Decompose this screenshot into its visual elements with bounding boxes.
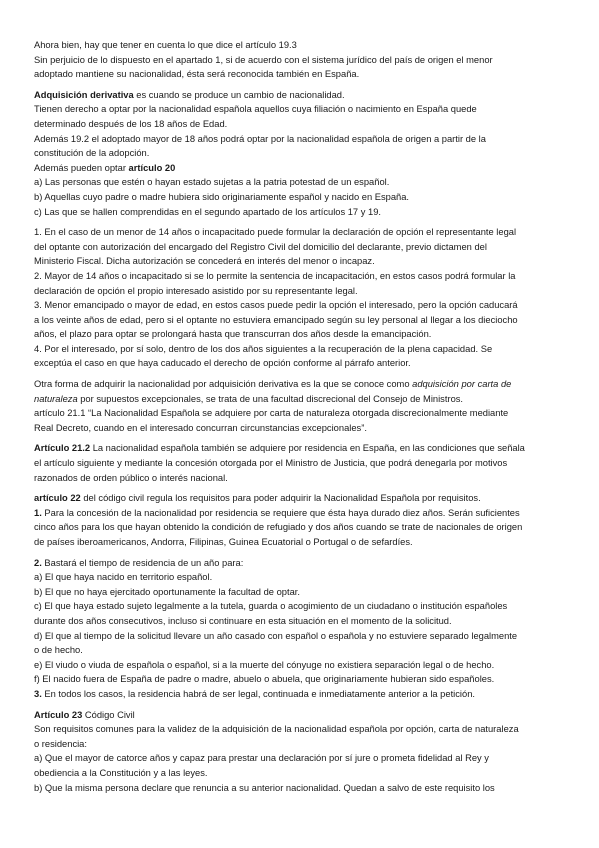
text-line: razonados de orden público o interés nacional. [34, 472, 228, 483]
intro-paragraph [34, 38, 565, 82]
text-line: Otra forma de adquirir la nacionalidad por adquisición derivativa es la que se conoce como adquisición por carta de [34, 379, 512, 390]
list-item: c) Las que se hallen comprendidas en el segundo apartado de los artículos 17 y 19. [34, 206, 381, 217]
text-line: de países iberoamericanos, Andorra, Filipinas, Guinea Ecuatorial o Portugal o de sefardíes. [34, 537, 413, 547]
text-line: 3. Menor emancipado o mayor de edad, en estos casos puede pedir la opción el interesado, pero la opción caducará [34, 300, 518, 311]
text-line: años, el plazo para optar se prolongará hasta que transcurran dos años desde la emancipación. [34, 329, 432, 340]
text-line: 2. Mayor de 14 años o incapacitado si se lo permite la sentencia de incapacitación, en estos casos podrá formular la [34, 270, 516, 281]
text-line: exceptúa el caso en que haya caducado el derecho de opción conforme al párrafo anterior. [34, 358, 411, 369]
list-item: d) El que al tiempo de la solicitud llevare un año casado con español o española y no estuviere separado legalmente [34, 630, 518, 641]
text-line: durante dos años consecutivos, incluso si continuare en esta situación en el momento de la solicitud. [34, 615, 452, 626]
text-line: 1. Para la concesión de la nacionalidad por residencia se requiere que ésta haya durado diez años. Serán suficientes [34, 507, 520, 518]
text-line: Sin perjuicio de lo dispuesto en el apartado 1, si de acuerdo con el sistema jurídico del país de origen el menor [34, 54, 493, 65]
list-item: b) Aquellas cuyo padre o madre hubiera sido originariamente español y nacido en España. [34, 191, 410, 202]
list-item: f) El nacido fuera de España de padre o madre, abuelo o abuela, que originariamente hubieran sido españoles. [34, 674, 495, 685]
text-line: Además pueden optar artículo 20 [34, 162, 176, 173]
text-line: declaración de opción el propio interesado asistido por su representante legal. [34, 285, 358, 296]
list-item: a) Las personas que estén o hayan estado sujetas a la patria potestad de un español. [34, 177, 390, 188]
list-item: b) Que la misma persona declare que renuncia a su anterior nacionalidad. Quedan a salvo de este requisito los [34, 782, 495, 793]
text-line: Real Decreto, cuando en el interesado concurran circunstancias excepcionales”. [34, 422, 367, 433]
text-line: Ahora bien, hay que tener en cuenta lo que dice el artículo 19.3 [34, 40, 297, 50]
list-item: c) El que haya estado sujeto legalmente a la tutela, guarda o acogimiento de un ciudadano o institución españoles [34, 601, 508, 612]
art23-paragraph [34, 708, 565, 796]
article-reference: Artículo 23 [34, 709, 83, 720]
text-line: o de hecho. [34, 645, 83, 656]
article-reference: artículo 20 [128, 162, 176, 173]
section-heading: Adquisición derivativa [34, 89, 134, 100]
text-line: 4. Por el interesado, por sí solo, dentro de los dos años siguientes a la recuperación de la plena capacidad. Se [34, 343, 493, 354]
art22-paragraph [34, 491, 565, 549]
article-reference: artículo 22 [34, 493, 81, 504]
carta-paragraph [34, 377, 565, 435]
text-line: obediencia a la Constitución y a las leyes. [34, 767, 208, 778]
text-line: adoptado mantiene su nacionalidad, ésta será reconocida también en España. [34, 69, 360, 80]
text-line: el artículo siguiente y mediante la concesión otorgada por el Ministro de Justicia, que podrá denegarla por motivos [34, 458, 508, 469]
text-line: artículo 22 del código civil regula los requisitos para poder adquirir la Nacionalidad Española por requisitos. [34, 493, 481, 504]
text-line: a los veinte años de edad, pero si el optante no estuviera emancipado según su ley personal al llegar a los dieciocho [34, 314, 518, 325]
text-line: 1. En el caso de un menor de 14 años o incapacitado puede formular la declaración de opción el representante legal [34, 227, 517, 238]
text-line: constitución de la adopción. [34, 148, 150, 159]
text-line: naturaleza por supuestos excepcionales, se trata de una facultad discrecional del Consejo de Ministros. [34, 393, 464, 404]
list-item: a) Que el mayor de catorce años y capaz para prestar una declaración por sí jure o prometa fidelidad al Rey y [34, 753, 489, 764]
text-line: Además 19.2 el adoptado mayor de 18 años podrá optar por la nacionalidad española de origen a partir de la [34, 133, 486, 144]
art212-paragraph [34, 441, 565, 485]
text-line: Tienen derecho a optar por la nacionalidad española aquellos cuya filiación o nacimiento en España quede [34, 104, 477, 115]
text-line: Ministerio Fiscal. Dicha autorización se concederá en interés del menor o incapaz. [34, 256, 375, 267]
text-line: Artículo 23 Código Civil [34, 709, 135, 720]
list-item: e) El viudo o viuda de española o español, si a la muerte del cónyuge no existiera separación legal o de hecho. [34, 659, 495, 670]
derivativa-paragraph [34, 88, 565, 219]
list-item: b) El que no haya ejercitado oportunamente la facultad de optar. [34, 586, 300, 597]
residencia-paragraph [34, 556, 565, 702]
article-reference: Artículo 21.2 [34, 443, 91, 454]
text-line: 3. En todos los casos, la residencia habrá de ser legal, continuada e inmediatamente anterior a la petición. [34, 688, 475, 699]
numbered-paragraph [34, 225, 565, 371]
text-line: artículo 21.1 “La Nacionalidad Española se adquiere por carta de naturaleza otorgada discrecionalmente mediante [34, 408, 509, 419]
text-line: determinado después de los 18 años de Edad. [34, 118, 228, 129]
text-line: o residencia: [34, 738, 87, 749]
text-line: Adquisición derivativa es cuando se produce un cambio de nacionalidad. [34, 89, 345, 100]
text-line: 2. Bastará el tiempo de residencia de un año para: [34, 557, 244, 568]
text-line: Artículo 21.2 La nacionalidad española también se adquiere por residencia en España, en las condiciones que señala [34, 443, 525, 454]
list-item: a) El que haya nacido en territorio español. [34, 572, 213, 583]
text-line: Son requisitos comunes para la validez de la adquisición de la nacionalidad española por opción, carta de naturaleza [34, 724, 519, 735]
text-line: del optante con autorización del encargado del Registro Civil del domicilio del declarante, previo dictamen del [34, 241, 487, 252]
text-line: cinco años para los que hayan obtenido la condición de refugiado y dos años cuando se trate de nacionales de origen [34, 522, 523, 533]
